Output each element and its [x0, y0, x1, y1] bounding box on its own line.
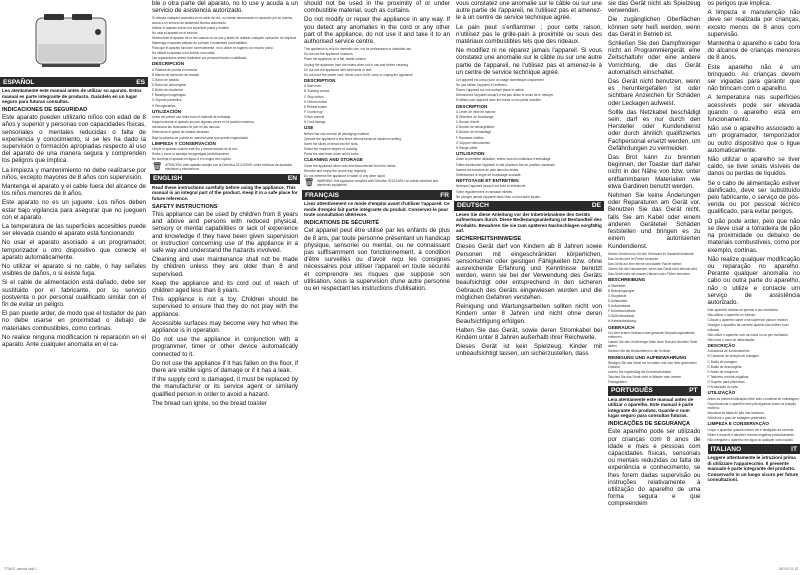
list-item: Before first use remove all packaging material. [304, 131, 370, 136]
column-spanish [0, 0, 148, 575]
list-item: G Soporte panecillos [152, 98, 182, 103]
list-item: H Recogecables [152, 103, 176, 108]
list-item: Não utilize o aparelho com as mãos ou os pés molhados. [707, 332, 789, 337]
list-item: F Krümelschublade [608, 309, 636, 314]
list-item: C Bouton d'arrêt [456, 120, 480, 125]
list-item: G Brötchenaufsatz [608, 314, 635, 319]
safety-paragraph: Do not modify or repair the appliance in any way. If you detect any anomalies in the cord or any other part of the appliance, do not use it and take it to an authorised service centre. [304, 16, 450, 46]
safety-title: SAFETY INSTRUCTIONS [152, 203, 218, 210]
list-item: C Botão de paragem [707, 359, 737, 364]
list-item: A Alavanca de funcionamento [707, 349, 750, 354]
use-title: UTILISATION [456, 150, 485, 156]
list-item: Clean the appliance when cold and disconnected from the mains. [304, 163, 397, 168]
safety-paragraph: Keep the appliance and its cord out of reach of children aged less than 8 years. [152, 279, 298, 294]
safety-paragraph: A temperatura nas superfícies acessíveis pode ser elevada quando o aparelho está em funcionamento. [707, 94, 800, 124]
list-item: Ne plongez jamais l'appareil dans l'eau ou tout autre liquide. [456, 194, 541, 199]
german-subcolumn [606, 0, 703, 510]
safety-paragraph: Sollte das Netzkabel beschädigt sein, darf es nur durch den Hersteller oder Kundendienst oder durch ähnlich qualifiziertes Fachpersonal ersetzt werden, um Gefährdungen zu vermeiden. [608, 108, 701, 152]
list-item: Vor dem ersten Gebrauch das gesamte Verpackungsmaterial entfernen. [608, 331, 695, 340]
list-item: Não utilizar o aparelho no exterior. [707, 313, 757, 318]
list-item: B Bräunungsregler [608, 288, 635, 293]
cleaning-title: REINIGUNG UND AUFBEWAHRUNG [608, 354, 687, 360]
column-french-german [454, 0, 604, 575]
section-header-english [150, 174, 300, 184]
safety-paragraph: os perigos que implica. [707, 0, 771, 7]
section-header-portuguese [608, 386, 701, 396]
list-item: E Botón de recalentar [152, 88, 183, 93]
list-item: H Range-câble [456, 145, 478, 150]
safety-paragraph: No realice ninguna modificación ni reparación en el aparato. Ante cualquier anomalía en el ca- [2, 333, 146, 349]
list-item: Do not immerse the appliance in water or any other liquid. [304, 173, 386, 178]
column-german-portuguese [606, 0, 802, 575]
list-item: Utilizar el aparato sobre una superficie plana y estable. [152, 25, 230, 30]
list-item: Selecione o grau de tostagem pretendido. [707, 416, 767, 421]
list-item: D Botão de descongelar [707, 364, 742, 369]
list-item: Das Gerät auf eine ebene und stabile Fläche stellen. [608, 261, 683, 266]
list-item: No usar el aparato en el exterior. [152, 30, 199, 35]
safety-paragraph: A limpeza e manutenção não deve ser realizada por crianças, exceto menos de 8 anos com supervisão. [707, 9, 800, 38]
intro-text: Lisez attentivement ce mode d'emploi avant d'utiliser l'appareil. Ce mode d'emploi fait partie intégrante du produit. Conservez-le pour toute consultation ultérieure. [304, 201, 450, 218]
list-item: Este aparelho destina-se apenas a uso doméstico. [707, 308, 780, 313]
safety-paragraph: sie das Gerät nicht als Spielzeug verwenden. [608, 0, 701, 15]
safety-paragraph: Se o cabo de alimentação estiver danificado, deve ser substituído pelo fabricante, o serviço de pós-venda ou por pessoal técnico qualificado, para evitar perigos. [707, 179, 800, 216]
safety-paragraph: Ne modifiez ni ne réparez jamais l'appareil. Si vous constatez une anomalie sur le câble ou sur une autre partie de l'appareil, ne l'utilisez pas et amenez-le à un centre de service technique agréé. [456, 47, 602, 76]
safety-title: INDICATIONS DE SÉCURITÉ [304, 220, 380, 227]
safety-paragraph: Dieses Gerät ist kein Spielzeug. Kinder mit unbeaufsichtigt lassen, um sicherzustellen, dass [456, 343, 602, 358]
list-item: C Stopptaste [608, 293, 627, 298]
list-item: Antes del primer uso retire todo el material de embalaje. [152, 115, 232, 120]
cleaning-title: CLEANING AND STORAGE [304, 157, 363, 163]
list-item: C Botón de parada [152, 78, 179, 83]
intro-text: Lesen Sie diese Anleitung vor der Inbetriebnahme des Geräts aufmerksam durch. Diese Bedienungsanleitung ist Bestandteil des Produkts. Bewahren Sie sie zum späteren Nachschlagen sorgfältig auf. [456, 211, 602, 234]
toaster-illustration [24, 4, 124, 74]
intro-text: Leia atentamente este manual antes de utilizar o aparelho. Este manual é parte integrante do produto. Guarde-o num lugar seguro para consultas futuras. [608, 396, 694, 419]
list-item: H Cord storage [304, 120, 326, 125]
list-item: Do not force the power cord. Never use it to lift, carry or unplug the appliance. [304, 72, 414, 77]
list-item: Unplug the appliance from the mains when not in use and before cleaning. [304, 62, 409, 67]
safety-paragraph: This appliance is not a toy. Children should be supervised to ensure that they do not play with the appliance. [152, 296, 298, 318]
list-item: Cet appareil est conçu pour un usage domestique uniquement. [456, 78, 545, 83]
list-item: Introduza as fatias de pão nas ranhuras. [707, 411, 765, 415]
list-item: F Ramasse-miettes [456, 135, 484, 140]
language-title: ESPAÑOL [3, 78, 35, 86]
safety-paragraph: vous constatez une anomalie sur le câble ou sur une autre partie de l'appareil, ne l'utilisez pas et amenez-le à un centre de service technique agréé. [456, 0, 602, 22]
list-item: Baje la palanca de puesta en marcha hasta que quede enganchada. [152, 135, 249, 140]
list-item: B Comando de seleção de tostagem [707, 354, 760, 359]
list-item: Placez l'appareil sur une surface plane et stable. [456, 88, 525, 93]
list-item: Operate the appliance a few times without bread at maximum setting. [304, 136, 402, 141]
description-title: DESCRIÇÃO [707, 342, 736, 348]
list-item: Faites fonctionner l'appareil à vide plusieurs fois en position maximale. [456, 162, 556, 167]
list-item: A Palanca de puesta en marcha [152, 67, 198, 72]
list-item: Não force o cabo de alimentação. [707, 337, 756, 342]
language-title: FRANÇAIS [305, 191, 340, 199]
list-item: D Bouton de décongélation [456, 125, 495, 130]
list-item: B Toasting control [304, 89, 330, 94]
safety-paragraph: Este aparelho não é um brinquedo. As crianças devem ser vigiadas para garantir que não brincam com o aparelho. [707, 63, 800, 93]
safety-paragraph: Le pain peut s'enflammer ; pour cette raison, n'utilisez pas le grille-pain à proximité ou sous des matériaux combustibles tels que des rideaux. [456, 23, 602, 46]
safety-paragraph: La temperatura de las superficies accesibles puede ser elevada cuando el aparato está funcionando [2, 223, 146, 238]
column-english-french [302, 0, 452, 575]
safety-paragraph: Do not use the appliance in conjunction with a programmer, timer or other device automatically connected to it. [152, 336, 298, 358]
list-item: F Tabuleiro recolhe-migalhas [707, 374, 749, 379]
list-item: Colocar o aparelho sobre uma superfície plana e estável. [707, 318, 789, 323]
toaster-icon [24, 4, 124, 74]
safety-paragraph: If the supply cord is damaged, it must be replaced by the manufacturer or its service agent or similarly qualified person in order to avoid a hazard. [152, 376, 298, 398]
list-item: B Sélecteur de brunissage [456, 115, 494, 120]
warning-text: ATENCIÓN: este aparato cumple con la Directiva 2012/19/UE sobre residuos de aparatos eléctricos y electrónicos. [165, 162, 292, 171]
safety-paragraph: No usar el aparato asociado a un programador, temporizador u otro dispositivo que conecte el aparato automáticamente. [2, 239, 146, 261]
safety-title: INDICAÇÕES DE SEGURANÇA [608, 421, 691, 428]
list-item: Para que el aparato funcione correctamente, no lo utilice en lugares con mucho polvo. [152, 45, 274, 50]
continued-paragraph: ble o otra parte del aparato, no lo use y acuda a un servicio de asistencia autorizado. [152, 0, 298, 15]
list-item: Das Gerät nicht im Freien benutzen. [608, 256, 660, 261]
safety-paragraph: Este aparato no es un juguete. Los niños deben estar bajo vigilancia para asegurar que no jueguen con el aparato. [2, 199, 146, 221]
language-code: IT [791, 445, 797, 453]
list-item: Limpe o aparelho quando estiver frio e desligado da corrente. [707, 427, 795, 432]
list-item: E Botão de reaquecer [707, 369, 739, 374]
language-code: FR [440, 191, 449, 199]
list-item: Dieses Gerät ist nur für den Gebrauch im Haushalt bestimmt. [608, 251, 695, 256]
list-item: A Levier de mise en marche [456, 110, 496, 115]
list-item: Videz régulièrement le ramasse-miettes. [456, 189, 513, 194]
warning-text: WARNING: this appliance complies with Directive 2012/19/EU on waste electrical and electronic equipment. [317, 179, 439, 188]
list-item: H Kabelaufwicklung [608, 319, 636, 324]
description-title: DESCRIPTION [304, 77, 336, 83]
list-item: Haga funcionar el aparato sin pan algunas veces en la posición máxima. [152, 120, 255, 125]
safety-paragraph: Das Gerät nicht benutzen, wenn es heruntergefallen ist oder sichtbare Anzeichen für Schäden oder Leckagen aufweist. [608, 78, 701, 107]
safety-paragraph: Si el cable de alimentación está dañado, debe ser sustituido por el fabricante, por su servicio postventa o por personal cualificado similar con el fin de evitar un peligro. [2, 279, 146, 309]
list-item: Press the start lever down until it locks. [304, 152, 360, 157]
safety-title: SICHERHEITSHINWEISE [456, 236, 522, 243]
list-item: Limpie el aparato cuando esté frío y desconectado de la red. [152, 147, 238, 152]
list-item: Avant la première utilisation, retirez tous les matériaux d'emballage. [456, 157, 552, 162]
language-code: EN [287, 175, 297, 183]
safety-paragraph: O pão pode arder, pelo que não se deve usar a torradeira de pão na proximidade ou debaixo de materiais combustíveis, como por exemplo, cortinas. [707, 217, 800, 254]
column-spanish-english [150, 0, 300, 575]
safety-paragraph: Mantenha o aparelho e cabo fora do alcance de crianças menores de 8 anos. [707, 40, 800, 62]
safety-paragraph: Cleaning and user maintenance shall not be made by children unless they are older than 8 and supervised. [152, 256, 298, 278]
safety-paragraph: No utilizar el aparato si no cable, ó hay señales visibles de daños, o si existe fuga. [2, 263, 146, 278]
list-item: Ziehen Sie den Netzstecker, wenn das Gerät nicht benutzt wird. [608, 266, 698, 271]
safety-paragraph: Cet appareil peut être utilisé par les enfants de plus de 8 ans, par toute personne présentant un handicap physique, sensoriel ou mental, ou ne connaissant pas suffisamment son fonctionnement, à condition d'être surveillés ou d'avoir reçu les consignes nécessaires pour utiliser l'appareil en toute sécurité et comprendre les risques que suppose son utilisation, sous la supervision d'une autre personne ou en respectant les instructions d'utilisation. [304, 227, 450, 293]
language-title: DEUTSCH [457, 202, 489, 210]
use-title: USE [304, 125, 314, 131]
footer-file: TT0402_manual.indd 1 [4, 567, 37, 571]
list-item: Não mergulhe o aparelho em água ou qualquer outro líquido. [707, 437, 794, 442]
list-item: Las reparaciones deben realizarse por personal técnico cualificado. [152, 56, 248, 61]
list-item: Reinigen Sie das Gerät nur im kalten und vom Netz getrennten Zustand. [608, 361, 697, 370]
list-item: No sumerja el aparato en agua ni en ningún otro líquido. [152, 157, 232, 162]
list-item: Lassen Sie das Gerät einige Male ohne Brot auf höchster Stufe laufen. [608, 340, 698, 349]
list-item: Insert the slices of bread into the slots. [304, 141, 359, 146]
list-item: Leeren Sie regelmäßig die Krümelschublade. [608, 370, 672, 375]
safety-paragraph: Nehmen Sie keine Änderungen oder Reparaturen am Gerät vor. Benutzen Sie das Gerät nicht, falls Sie am Kabel oder einem anderen Geräteteil Schäden feststellen und bringen es zu einem autorisierten Kundendienst. [608, 192, 701, 250]
list-item: A Starthebel [608, 283, 626, 288]
list-item: Ne pas utiliser l'appareil à l'extérieur. [456, 83, 508, 88]
language-title: ENGLISH [153, 175, 183, 183]
safety-paragraph: Halten Sie das Gerät, sowie deren Stromkabel bei Kindern unter 8 Jahren außerhalb ihrer Reichweite. [456, 326, 602, 341]
list-item: Mantenga el aparato alejado de cortinas o materiales combustibles. [152, 40, 248, 45]
safety-paragraph: Mantenga el aparato y el cable fuera del alcance de los niños menores de 8 años. [2, 183, 146, 198]
list-item: F Crumb tray [304, 109, 323, 114]
list-item: Faça funcionar o aparelho sem pão algumas vezes na posição máxima. [707, 401, 797, 410]
use-title: GEBRAUCH [608, 324, 635, 330]
section-header-german [454, 201, 604, 211]
safety-paragraph: Não utilizar o aparelho se tiver caído, se tiver sinais visíveis de danos ou perdas de líquidos. [707, 156, 800, 178]
warning-box [152, 163, 298, 172]
footer-date: 18/1/19 11:13 [778, 567, 798, 571]
portuguese-subcolumn [706, 0, 802, 510]
safety-paragraph: Este aparelho pode ser utilizado por crianças com 8 anos de idade e mais e pessoas com capacidades físicas, sensoriais ou mentais reduzidas ou falta de experiência e conhecimento, se lhes forem dadas supervisão ou instruções relativamente à utilização do aparelho de uma forma segura e que compreendem [608, 428, 701, 508]
safety-paragraph: Schließen Sie den Dampfreiniger nicht an Programmiergerät, eine Zeitschaltuhr oder eine andere Vorrichtung, die das Gerät automatisch einschaltet. [608, 40, 701, 76]
language-code: ES [136, 78, 145, 86]
list-item: Retire e esvazie o tabuleiro recolhe-migalhas periodicamente. [707, 432, 795, 437]
list-item: E Aufwärmtaste [608, 304, 631, 309]
description-title: DESCRIPTION [456, 103, 488, 109]
safety-paragraph: This appliance can be used by children from 8 years and above and persons with reduced physical, sensory or mental capabilities or lack of experience and knowledge if they have been given supervision or instruction concerning use of the appliance in a safe way and understand the hazards involved. [152, 210, 298, 254]
intro-text: Leggere attentamente le istruzioni prima di utilizzare l'apparecchio. Il presente manuale è parte integrante del prodotto. Conservarlo in un luogo sicuro per future consultazioni. [707, 455, 799, 483]
list-item: Stecken Sie die Brotscheiben in die Schlitze. [608, 349, 672, 354]
safety-paragraph: El pan puede arder, de modo que el tostador de pan no debe usarse en proximidad o debajo de materiales combustibles, como cortinas. [2, 310, 146, 332]
print-footer [0, 567, 802, 575]
continued-paragraph: should not be used in the proximity of or under combustible material, such as curtains. [304, 0, 450, 15]
list-item: Introduzca las rebanadas de pan en las ranuras. [152, 125, 221, 130]
safety-paragraph: Das Brot kann zu brennen beginnen, der Toaster darf daher nicht in der Nähe von bzw. unter entflammbaren Materialien wie etwa Gardinen benutzt werden. [608, 154, 701, 190]
description-title: BESCHREIBUNG [608, 277, 646, 283]
list-item: Remove and empty the crumb tray regularly. [304, 168, 367, 173]
list-item: Si detecta cualquier anomalía en el cable de red, no intente desmontarlo ni repararlo por su cuenta, acuda a un servicio de asistencia técnica autorizado. [152, 16, 293, 25]
safety-title: INDICACIONES DE SEGURIDAD [2, 106, 88, 113]
list-item: D Botón de descongelar [152, 83, 187, 88]
safety-paragraph: Die zugänglichen Oberflächen können sehr heiß werden, wenn das Gerät in Betrieb ist. [608, 16, 701, 38]
list-item: G Suporte para pãezinhos [707, 379, 745, 384]
list-item: H Arrumação do cabo [707, 385, 739, 390]
list-item: Das Gerät nicht mit nassen Händen oder Füßen benutzen. [608, 272, 691, 277]
list-item: N'utilisez pas l'appareil avec les mains ou les pieds mouillés. [456, 98, 542, 103]
list-item: Place the appliance on a flat, stable surface. [304, 57, 367, 62]
list-item: Sélectionnez le degré de brunissage souhaité. [456, 172, 522, 177]
recycle-bin-icon: 🗑 [152, 161, 163, 171]
list-item: This appliance is only for domestic use, not for professional or industrial use. [304, 47, 412, 52]
list-item: E Bouton de réchauffage [456, 130, 492, 135]
cleaning-title: LIMPEZA E CONSERVAÇÃO [707, 421, 769, 427]
safety-paragraph: Não use o aparelho associado a um programador, temporizador ou outro dispositivo que o ligue automaticamente. [707, 125, 800, 154]
safety-paragraph: Este aparato pueden utilizarlo niños con edad de 8 años y superior y personas con capacidades físicas, sensoriales o mentales reducidas o falta de experiencia y conocimiento, si se les ha dado la supervisión o formación apropiadas respecto al uso del aparato de una manera segura y comprenden los peligros que implica. [2, 114, 146, 165]
use-title: UTILIZAÇÃO [707, 390, 736, 396]
small-safety-list [152, 16, 298, 60]
list-item: G Bun warmer [304, 114, 325, 119]
safety-paragraph: The bread can ignite, so the bread toaster [152, 399, 267, 407]
list-item: Insérez les tranches de pain dans les fentes. [456, 167, 520, 172]
recycle-bin-icon: 🗑 [304, 178, 315, 188]
list-item: F Bandeja recogemigas [152, 93, 186, 98]
list-item: Select the required degree of toasting. [304, 147, 359, 151]
list-item: Seleccione el grado de tostado deseado. [152, 130, 210, 135]
list-item: Desenchufe el aparato de la red cuando no se use y antes de realizar cualquier operación de limpieza. [152, 35, 297, 40]
safety-paragraph: Reinigung und Wartungsarbeiten sollten nicht von Kindern unter 8 Jahren und nicht ohne deren Beaufsichtigung erfolgen. [456, 303, 602, 325]
section-header-italian [708, 444, 801, 454]
list-item: Desligue o aparelho da corrente quando não estiver a ser utilizado. [707, 323, 789, 332]
intro-text: Read these instructions carefully before using the appliance. This manual is an integral part of the product. Keep it in a safe place for future reference. [152, 184, 298, 201]
list-item: D Auftautaste [608, 299, 628, 304]
list-item: Antes da primeira utilização retire todo o material de embalagem. [707, 396, 800, 401]
list-item: Retire y vacíe la bandeja recogemigas periódicamente. [152, 152, 230, 157]
list-item: Débranchez l'appareil lorsqu'il n'est pas utilisé et avant de le nettoyer. [456, 93, 555, 98]
list-item: Do not use the appliance with wet hands or feet. [304, 67, 373, 72]
list-item: G Support viennoiseries [456, 140, 491, 145]
section-header-spanish [0, 77, 148, 87]
list-item: B Mando de selección de tostado [152, 72, 200, 77]
safety-paragraph: Accessible surfaces may become very hot when the appliance is in operation. [152, 319, 298, 334]
intro-text: Lea atentamente este manual antes de utilizar su aparato. Estos manual es parte integrante de producto. Guárdelo en un lugar seguro para futuras consultas. [2, 88, 142, 105]
list-item: Tauchen Sie das Gerät nicht in Wasser oder andere Flüssigkeiten. [608, 375, 682, 384]
list-item: E Reheat button [304, 104, 328, 109]
safety-paragraph: Do not use the appliance if it has fallen on the floor, if there are visible signs of damage or if it has a leak. [152, 359, 298, 374]
list-item: Do not use the appliance outdoors. [304, 52, 354, 57]
language-title: PORTUGUÊS [611, 387, 653, 395]
safety-paragraph: La limpieza y mantenimiento no debe realizarse por niños, excepto mayores de 8 años con supervisión. [2, 166, 146, 181]
language-code: DE [591, 202, 601, 210]
use-title: UTILIZACIÓN [152, 108, 182, 114]
cleaning-title: NETTOYAGE ET ENTRETIEN [456, 177, 519, 183]
warning-box [304, 179, 450, 188]
safety-paragraph: Não realize qualquer modificação ou reparação no aparelho. Perante qualquer anomalia no cabo ou outra parte do aparelho, não o utilize e contacte um serviço de assistência autorizado. [707, 255, 800, 306]
language-code: PT [689, 387, 698, 395]
cleaning-title: LIMPIEZA Y CONSERVACIÓN [152, 140, 216, 146]
list-item: Nettoyez l'appareil lorsqu'il est froid et débranché. [456, 184, 527, 189]
safety-paragraph: Dieses Gerät darf von Kindern ab 8 Jahren sowie Personen mit eingeschränkten körperlichen, sensorischen oder geistigen Fähigkeiten bzw. ohne ausreichende Erfahrung und Kenntnisse benutzt werden, wenn sie bei der Verwendung des Geräts beaufsichtigt oder entsprechend in den sicheren Gebrauch des Geräts eingewiesen wurden und die möglichen Gefahren verstehen. [456, 243, 602, 301]
description-title: DESCRIPCIÓN [152, 61, 184, 67]
list-item: A Start lever [304, 84, 322, 89]
language-title: ITALIANO [710, 445, 742, 453]
list-item: C Stop button [304, 94, 324, 99]
list-item: D Defrost button [304, 99, 328, 104]
section-header-french [302, 190, 452, 200]
list-item: No utilizar el aparato si ha sufrido una caída. [152, 51, 216, 56]
